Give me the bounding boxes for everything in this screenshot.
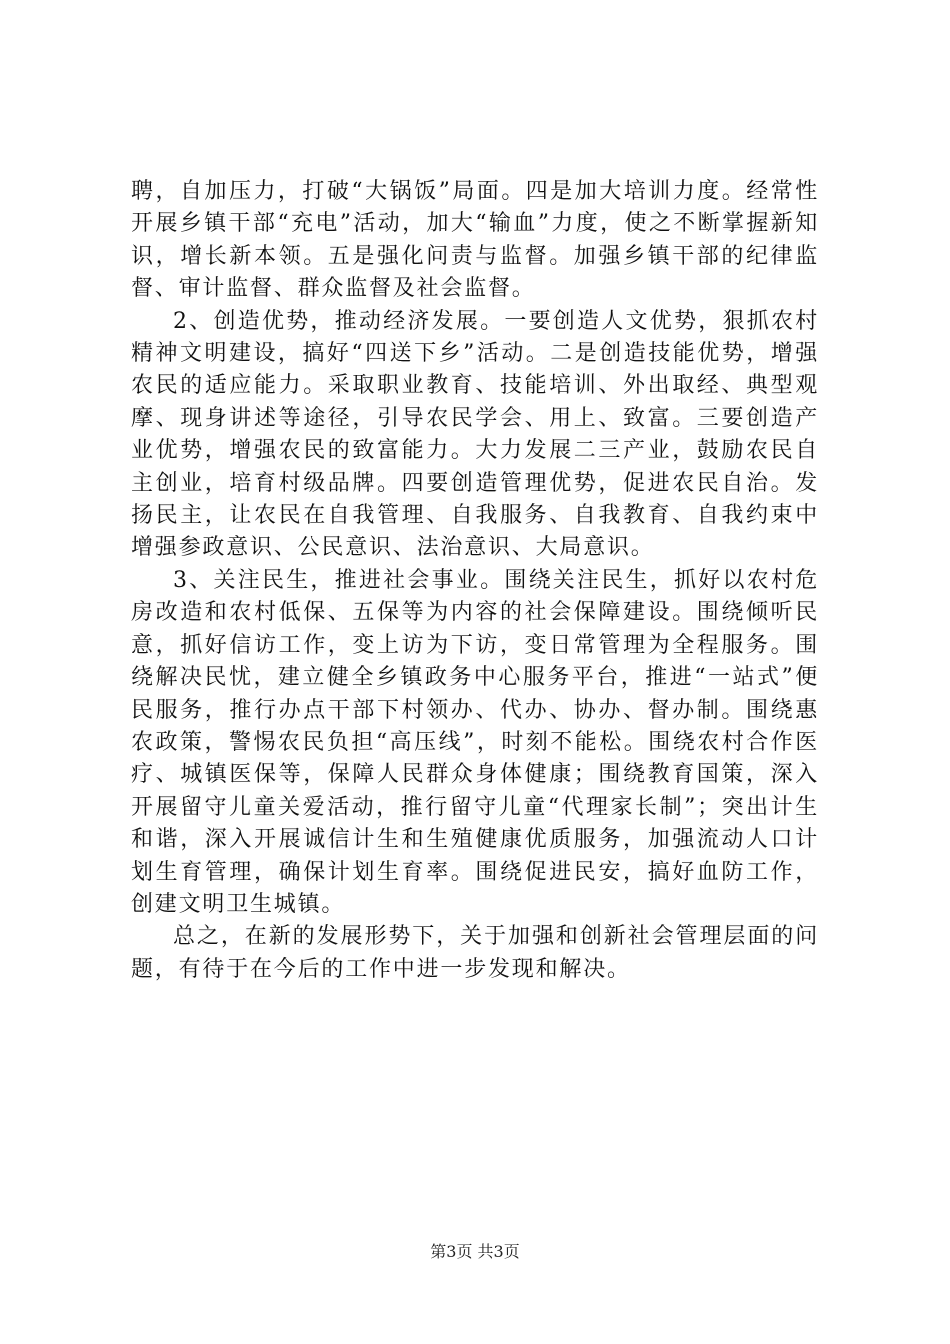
paragraph-conclusion: 总之，在新的发展形势下，关于加强和创新社会管理层面的问题，有待于在今后的工作中进一步发现和解决。 [131, 924, 819, 982]
paragraph-continuation: 聘，自加压力，打破“大锅饭”局面。四是加大培训力度。经常性开展乡镇干部“充电”活动，加大“输血”力度，使之不断掌握新知识，增长新本领。五是强化问责与监督。加强乡镇干部的纪律监督、审计监督、群众监督及社会监督。 [131, 179, 819, 302]
page-footer: 第3页 共3页 [430, 1242, 520, 1261]
paragraph-social-undertakings: 3、关注民生，推进社会事业。围绕关注民生，抓好以农村危房改造和农村低保、五保等为内容的社会保障建设。围绕倾听民意，抓好信访工作，变上访为下访，变日常管理为全程服务。围绕解决民忧，建立健全乡镇政务中心服务平台，推进“一站式”便民服务，推行办点干部下村领办、代办、协办、督办制。围绕惠农政策，警惕农民负担“高压线”，时刻不能松。围绕农村合作医疗、城镇医保等，保障人民群众身体健康；围绕教育国策，深入开展留守儿童关爱活动，推行留守儿童“代理家长制”；突出计生和谐，深入开展诚信计生和生殖健康优质服务，加强流动人口计划生育管理，确保计划生育率。围绕促进民安，搞好血防工作，创建文明卫生城镇。 [131, 567, 819, 917]
paragraph-economic-development: 2、创造优势，推动经济发展。一要创造人文优势，狠抓农村精神文明建设，搞好“四送下乡”活动。二是创造技能优势，增强农民的适应能力。采取职业教育、技能培训、外出取经、典型观摩、现身讲述等途径，引导农民学会、用上、致富。三要创造产业优势，增强农民的致富能力。大力发展二三产业，鼓励农民自主创业，培育村级品牌。四要创造管理优势，促进农民自治。发扬民主，让农民在自我管理、自我服务、自我教育、自我约束中增强参政意识、公民意识、法治意识、大局意识。 [131, 308, 819, 561]
document-body [131, 176, 819, 986]
